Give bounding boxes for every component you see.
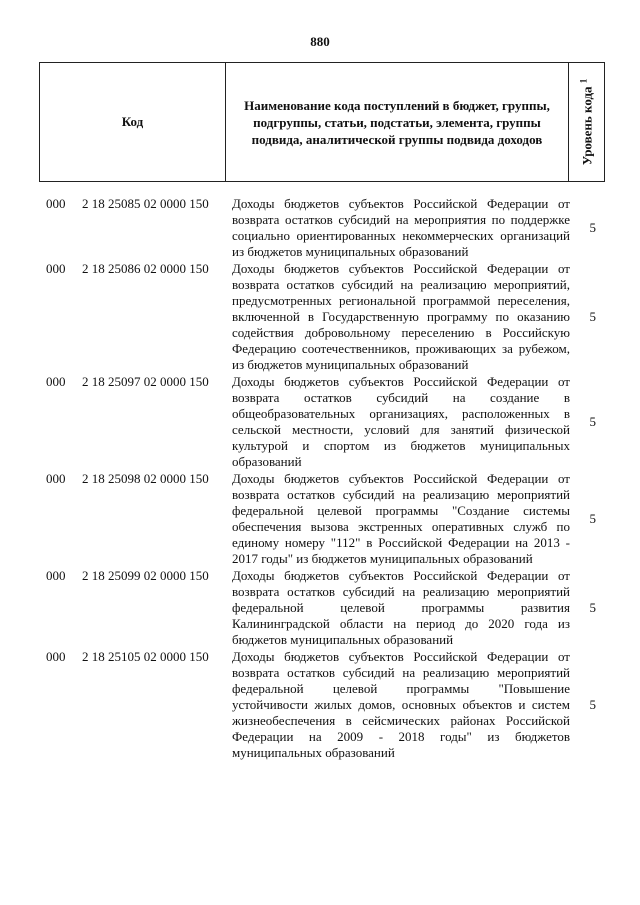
table-body: [0, 196, 640, 762]
header-level-footnote: 1: [577, 78, 588, 84]
header-name-cell: [226, 63, 569, 181]
row-prefix: 000: [46, 196, 66, 211]
row-prefix: 000: [46, 374, 66, 389]
header-name-label: Наименование кода поступлений в бюджет, группы, подгруппы, статьи, подстатьи, элемента, группы подвида, аналитической группы подвида доходов: [244, 97, 550, 147]
row-description: Доходы бюджетов субъектов Российской Федерации от возврата остатков субсидий на реализацию мероприятий федеральной целевой программы "Создание системы обеспечения вызова экстренных оперативных служб по единому номеру "112" в Российской Федерации на 2013 - 2017 годы" из бюджетов муниципальных образований: [232, 471, 570, 566]
row-level: 5: [589, 414, 596, 429]
header-level-cell: [569, 63, 604, 181]
row-description: Доходы бюджетов субъектов Российской Федерации от возврата остатков субсидий на реализацию мероприятий федеральной целевой программы "Повышение устойчивости жилых домов, основных объектов и систем жизнеобеспечения в сейсмических районах Российской Федерации на 2009 - 2018 годы" из бюджетов муниципальных образований: [232, 649, 570, 760]
row-code: 2 18 25099 02 0000 150: [82, 568, 209, 583]
header-code-cell: [40, 63, 226, 181]
row-code: 2 18 25085 02 0000 150: [82, 196, 209, 211]
row-prefix: 000: [46, 261, 66, 276]
header-level-text: Уровень кода: [579, 86, 595, 166]
row-description: Доходы бюджетов субъектов Российской Федерации от возврата остатков субсидий на создание в общеобразовательных организациях, расположенных в сельской местности, условий для занятий физической культурой и спортом из бюджетов муниципальных образований: [232, 374, 570, 469]
row-description: Доходы бюджетов субъектов Российской Федерации от возврата остатков субсидий на мероприятия по поддержке социально ориентированных некоммерческих организаций из бюджетов муниципальных образований: [232, 196, 570, 259]
row-code: 2 18 25098 02 0000 150: [82, 471, 209, 486]
row-prefix: 000: [46, 649, 66, 664]
row-description: Доходы бюджетов субъектов Российской Федерации от возврата остатков субсидий на реализацию мероприятий, предусмотренных региональной программой переселения, включенной в Государственную программу по оказанию содействия добровольному переселению в Российскую Федерацию соотечественников, проживающих за рубежом, из бюджетов муниципальных образований: [232, 261, 570, 372]
row-code: 2 18 25097 02 0000 150: [82, 374, 209, 389]
table-row: [0, 196, 640, 260]
header-level-label: [578, 79, 595, 166]
row-code: 2 18 25086 02 0000 150: [82, 261, 209, 276]
row-code: 2 18 25105 02 0000 150: [82, 649, 209, 664]
row-level: 5: [589, 697, 596, 712]
row-prefix: 000: [46, 471, 66, 486]
table-header: [39, 62, 605, 182]
table-row: [0, 374, 640, 470]
row-level: 5: [589, 220, 596, 235]
row-level: 5: [589, 309, 596, 324]
row-prefix: 000: [46, 568, 66, 583]
table-row: [0, 261, 640, 373]
table-row: [0, 568, 640, 648]
row-level: 5: [589, 511, 596, 526]
table-row: [0, 471, 640, 567]
header-code-label: Код: [121, 114, 144, 129]
row-description: Доходы бюджетов субъектов Российской Федерации от возврата остатков субсидий на реализацию мероприятий федеральной целевой программы развития Калининградской области на период до 2020 года из бюджетов муниципальных образований: [232, 568, 570, 647]
row-level: 5: [589, 600, 596, 615]
table-row: [0, 649, 640, 761]
page-number: 880: [310, 34, 330, 49]
